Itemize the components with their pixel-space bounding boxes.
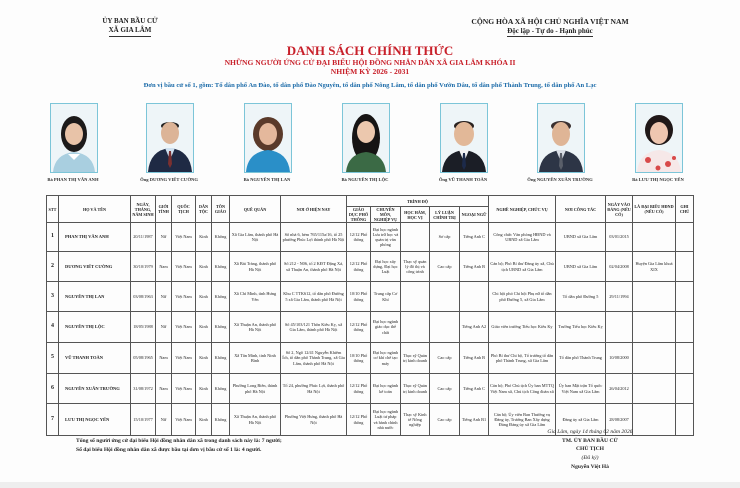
cell-ethnicity: Kinh [196,343,212,374]
cell-workplace: Ủy ban Mặt trận Tổ quốc Việt Nam xã Gia Lâm [556,374,606,404]
cell-nationality: Việt Nam [172,343,196,374]
cell-specialty: Trung cấp Cơ Khí [371,282,401,312]
title-main: DANH SÁCH CHÍNH THỨC [286,43,454,58]
cell-religion: Không [212,404,230,436]
portrait-male-icon [538,104,584,172]
cell-politics [430,282,460,312]
cell-note [676,343,694,374]
table-row [47,252,694,282]
cell-stt: 3 [47,282,59,312]
cell-gender: Nam [156,343,172,374]
col-workplace: NƠI CÔNG TÁC [556,196,606,223]
cell-workplace: Tổ dân phố Đường 5 [556,282,606,312]
cell-politics [430,312,460,343]
candidate-photo-3 [244,103,292,173]
cell-dob: 15/10/1977 [131,404,156,436]
cell-gender: Nữ [156,282,172,312]
cell-nationality: Việt Nam [172,404,196,436]
photo-caption-1: Bà PHAN THỊ VÂN ANH [47,177,99,182]
cell-religion: Không [212,252,230,282]
cell-note [676,374,694,404]
cell-degree [401,282,430,312]
signature-name: Nguyễn Việt Hà [571,464,609,470]
col-delegate: LÀ ĐẠI BIỂU HĐND (NẾU CÓ) [633,196,676,223]
cell-nationality: Việt Nam [172,312,196,343]
cell-note [676,223,694,252]
candidate-photo-4 [342,103,390,173]
cell-stt: 4 [47,312,59,343]
cell-party-date: 10/08/2000 [606,343,633,374]
cell-ethnicity: Kinh [196,252,212,282]
cell-delegate [633,282,676,312]
portrait-female-icon [343,104,389,172]
cell-party-date: 29/11/1994 [606,282,633,312]
cell-residence: Số 2, Ngõ 12/41 Nguyễn Khiêm Ích, tổ dân phố Thành Trung, xã Gia Lâm, thành phố Hà Nội [281,343,347,374]
cell-gender: Nam [156,252,172,282]
national-header [440,17,660,37]
cell-residence: Số 45/103/121 Thôn Kiêu Kỵ, xã Gia Lâm, thành phố Hà Nội [281,312,347,343]
portrait-male-icon [147,104,193,172]
candidate-photo-1 [50,103,98,173]
cell-party-date: 28/08/2007 [606,404,633,436]
cell-occupation: Chi hội phó Chi hội Phụ nữ tổ dân phố Đường 5, xã Gia Lâm [489,282,556,312]
candidate-photo-7 [635,103,683,173]
cell-general-edu: 12/12 Phổ thông [347,374,371,404]
cell-language: Tiếng Anh C [460,223,489,252]
cell-general-edu: 12/12 Phổ thông [347,312,371,343]
cell-delegate [633,312,676,343]
cell-degree: Thạc sỹ quản lý đô thị và công trình [401,252,430,282]
table-row [47,282,694,312]
cell-religion: Không [212,374,230,404]
cell-hometown: Xã Bát Tràng, thành phố Hà Nội [230,252,281,282]
cell-gender: Nữ [156,404,172,436]
candidate-photo-2 [146,103,194,173]
photo-caption-2: Ông DƯƠNG VIẾT CƯỜNG [140,177,198,182]
cell-stt: 2 [47,252,59,282]
table-row [47,223,694,252]
col-note: GHI CHÚ [676,196,694,223]
cell-degree [401,223,430,252]
signature-date: Gia Lâm, ngày 14 tháng 02 năm 2026 [547,429,633,435]
cell-residence: Số 212 - N06, tổ 2 KĐT Đặng Xá, xã Thuận An, thành phố Hà Nội [281,252,347,282]
cell-gender: Nam [156,374,172,404]
cell-specialty: Đại học ngành cơ khí chế tạo máy [371,343,401,374]
electoral-unit: Đơn vị bầu cử số 1, gồm: Tổ dân phố An Đào, tổ dân phố Đào Nguyên, tổ dân phố Nông Lâm, tổ dân phố Vườn Dâu, tổ dân phố Thành Trung, tổ dân phố An Lạc [143,82,597,89]
signature-title: CHỦ TỊCH [575,446,605,452]
cell-gender: Nữ [156,223,172,252]
cell-delegate [633,223,676,252]
cell-ethnicity: Kinh [196,374,212,404]
cell-nationality: Việt Nam [172,223,196,252]
candidate-photo-6 [537,103,585,173]
cell-workplace: Tổ dân phố Thành Trung [556,343,606,374]
cell-party-date: 03/01/2015 [606,223,633,252]
col-stt: STT [47,196,59,223]
cell-hometown: Xã Chí Minh, tỉnh Hưng Yên [230,282,281,312]
cell-politics: Sơ cấp [430,223,460,252]
cell-politics: Cao cấp [430,404,460,436]
portrait-female-icon [245,104,291,172]
cell-residence: Số nhà 6, hẻm 765/115a/16, tổ 25 phường Phúc Lợi thành phố Hà Nội [281,223,347,252]
col-dob: NGÀY, THÁNG, NĂM SINH [131,196,156,223]
page-bottom-edge [0,482,740,488]
cell-general-edu: 10/10 Phổ thông [347,343,371,374]
cell-party-date: 02/04/2008 [606,252,633,282]
cell-workplace: UBND xã Gia Lâm [556,252,606,282]
cell-note [676,282,694,312]
cell-residence: Tổ 24, phường Phúc Lợi, thành phố Hà Nội [281,374,347,404]
photo-caption-3: Bà NGUYỄN THỊ LAN [243,177,291,182]
cell-general-edu: 12/12 Phổ thông [347,404,371,436]
cell-name: LƯU THỊ NGỌC YẾN [59,404,131,436]
cell-note [676,312,694,343]
cell-religion: Không [212,343,230,374]
issuer-header [90,17,170,37]
cell-hometown: Xã Tân Minh, tỉnh Ninh Bình [230,343,281,374]
title-sub1: NHỮNG NGƯỜI ỨNG CỬ ĐẠI BIỂU HỘI ĐỒNG NHÂN DÂN XÃ GIA LÂM KHÓA II [224,58,516,67]
cell-stt: 1 [47,223,59,252]
cell-hometown: Phường Long Biên, thành phố Hà Nội [230,374,281,404]
cell-hometown: Xã Thuận An, thành phố Hà Nội [230,312,281,343]
table-row [47,312,694,343]
cell-workplace: UBND xã Gia Lâm [556,223,606,252]
cell-stt: 5 [47,343,59,374]
table-row [47,374,694,404]
col-religion: TÔN GIÁO [212,196,230,223]
cell-gender: Nữ [156,312,172,343]
summary-total: Tổng số người ứng cử đại biểu Hội đồng nhân dân xã trong danh sách này là: 7 người; [76,438,282,444]
col-language: NGOẠI NGỮ [460,207,489,223]
cell-general-edu: 12/12 Phổ thông [347,252,371,282]
cell-politics: Cao cấp [430,252,460,282]
col-ethnicity: DÂN TỘC [196,196,212,223]
table-header [47,196,694,223]
cell-language: Tiếng Anh C [460,374,489,404]
cell-religion: Không [212,282,230,312]
cell-party-date [606,312,633,343]
cell-occupation: Cán bộ; Phó Chủ tịch Ủy ban MTTQ Việt Nam xã, Chủ tịch Công đoàn xã [489,374,556,404]
cell-occupation: Cán bộ; Phó Bí thư Đảng ủy xã, Chủ tịch UBND xã Gia Lâm [489,252,556,282]
cell-language: Tiếng Anh A2 [460,312,489,343]
candidate-photo-5 [440,103,488,173]
col-hometown: QUÊ QUÁN [230,196,281,223]
cell-ethnicity: Kinh [196,282,212,312]
cell-specialty: Đại học xây dựng, Đại học Luật [371,252,401,282]
col-politics: LÝ LUẬN CHÍNH TRỊ [430,207,460,223]
cell-party-date: 26/04/2012 [606,374,633,404]
photo-caption-6: Ông NGUYỄN XUÂN TRƯỜNG [527,177,593,182]
summary-seats: Số đại biểu Hội đồng nhân dân xã được bầu tại đơn vị bầu cử số 1 là: 4 người. [76,447,262,453]
photo-caption-7: Bà LƯU THỊ NGỌC YẾN [632,177,684,182]
cell-degree: Thạc sỹ Kinh tế Nông nghiệp [401,404,430,436]
cell-occupation: Cán bộ; Ủy viên Ban Thường vụ Đảng ủy, Trưởng Ban Xây dựng Đảng Đảng ủy xã Gia Lâm [489,404,556,436]
col-education-group: TRÌNH ĐỘ [347,196,489,207]
portrait-female-icon [636,104,682,172]
col-degree: HỌC HÀM, HỌC VỊ [401,207,430,223]
national-motto: Độc lập - Tự do - Hạnh phúc [507,27,593,35]
cell-note [676,404,694,436]
cell-dob: 05/08/1965 [131,343,156,374]
cell-hometown: Xã Thuận An, thành phố Hà Nội [230,404,281,436]
cell-language [460,282,489,312]
summary [76,437,282,455]
cell-language: Tiếng Anh B [460,343,489,374]
col-residence: NƠI Ở HIỆN NAY [281,196,347,223]
cell-name: NGUYỄN THỊ LỘC [59,312,131,343]
cell-occupation: Công chức Văn phòng HĐND và UBND xã Gia Lâm [489,223,556,252]
cell-hometown: Xã Gia Lâm, thành phố Hà Nội [230,223,281,252]
cell-language: Tiếng Anh B1 [460,404,489,436]
cell-delegate [633,343,676,374]
cell-nationality: Việt Nam [172,252,196,282]
col-occupation: NGHỀ NGHIỆP, CHỨC VỤ [489,196,556,223]
candidate-table [46,195,694,436]
photo-caption-4: Bà NGUYỄN THỊ LỘC [341,177,389,182]
table-row [47,343,694,374]
cell-name: PHAN THỊ VÂN ANH [59,223,131,252]
cell-dob: 18/05/1988 [131,312,156,343]
cell-language: Tiếng Anh B [460,252,489,282]
col-specialty: CHUYÊN MÔN, NGHIỆP VỤ [371,207,401,223]
cell-ethnicity: Kinh [196,223,212,252]
cell-general-edu: 12/12 Phổ thông [347,223,371,252]
cell-religion: Không [212,223,230,252]
signature-block [520,428,660,472]
cell-dob: 30/10/1979 [131,252,156,282]
cell-religion: Không [212,312,230,343]
cell-degree [401,312,430,343]
cell-note [676,252,694,282]
cell-workplace: Trường Tiểu học Kiêu Kỵ [556,312,606,343]
cell-nationality: Việt Nam [172,282,196,312]
cell-specialty: Đại học ngành kế toán [371,374,401,404]
col-name: HỌ VÀ TÊN [59,196,131,223]
cell-specialty: Đại học ngành giáo dục thể chất [371,312,401,343]
cell-general-edu: 10/10 Phổ thông [347,282,371,312]
col-general-edu: GIÁO DỤC PHỔ THÔNG [347,207,371,223]
cell-nationality: Việt Nam [172,374,196,404]
cell-workplace: Đảng ủy xã Gia Lâm [556,404,606,436]
signature-org: TM. ỦY BAN BẦU CỬ [562,437,618,444]
cell-dob: 03/08/1963 [131,282,156,312]
cell-residence: Phường Việt Hưng, thành phố Hà Nội [281,404,347,436]
cell-name: VŨ THANH TOÀN [59,343,131,374]
col-party-date: NGÀY VÀO ĐẢNG (NẾU CÓ) [606,196,633,223]
cell-politics: Cao cấp [430,343,460,374]
portrait-male-icon [441,104,487,172]
cell-name: NGUYỄN THỊ LAN [59,282,131,312]
cell-politics: Cao cấp [430,374,460,404]
cell-specialty: Đại học ngành Lưu trữ học và quản trị văn phòng [371,223,401,252]
col-gender: GIỚI TÍNH [156,196,172,223]
photo-caption-5: Ông VŨ THANH TOÀN [438,177,488,182]
cell-delegate [633,374,676,404]
cell-degree: Thạc sỹ Quản trị kinh doanh [401,343,430,374]
cell-occupation: Phó Bí thư Chi bộ, Tổ trưởng tổ dân phố Thành Trung, xã Gia Lâm [489,343,556,374]
col-nationality: QUỐC TỊCH [172,196,196,223]
title-term: NHIỆM KỲ 2026 - 2031 [330,67,410,76]
cell-name: DƯƠNG VIẾT CƯỜNG [59,252,131,282]
cell-residence: Khu C TTK612, tổ dân phố Đường 5 xã Gia Lâm, thành phố Hà Nội [281,282,347,312]
cell-dob: 31/08/1972 [131,374,156,404]
cell-stt: 7 [47,404,59,436]
cell-dob: 20/11/1987 [131,223,156,252]
cell-ethnicity: Kinh [196,312,212,343]
document-title [120,43,620,76]
cell-occupation: Giáo viên trường Tiểu học Kiêu Kỵ [489,312,556,343]
cell-degree: Thạc sỹ Quản trị kinh doanh [401,374,430,404]
issuer-line1: ỦY BAN BẦU CỬ [102,17,158,25]
issuer-line2: XÃ GIA LÂM [109,26,152,37]
cell-stt: 6 [47,374,59,404]
signature-signed: (Đã ký) [581,454,599,461]
portrait-female-icon [51,104,97,172]
cell-ethnicity: Kinh [196,404,212,436]
cell-name: NGUYỄN XUÂN TRƯỜNG [59,374,131,404]
cell-specialty: Đại học ngành Luật tư pháp và hành chính nhà nước [371,404,401,436]
national-title: CỘNG HÒA XÃ HỘI CHỦ NGHĨA VIỆT NAM [471,17,629,26]
cell-delegate: Huyện Gia Lâm khoá XIX [633,252,676,282]
